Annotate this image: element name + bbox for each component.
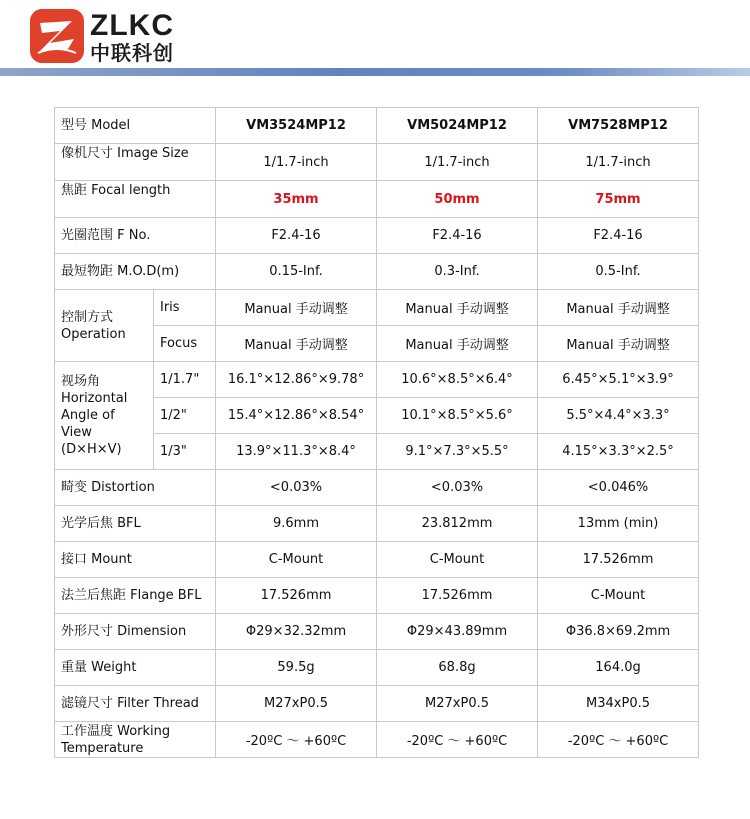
table-row-aov-1	[55, 362, 699, 398]
value-cell: 16.1°×12.86°×9.78°	[216, 362, 377, 398]
value-cell: C-Mount	[538, 578, 699, 614]
value-cell: 5.5°×4.4°×3.3°	[538, 398, 699, 434]
value-cell: 13.9°×11.3°×8.4°	[216, 434, 377, 470]
row-label: 接口 Mount	[55, 542, 216, 578]
model-cell: VM3524MP12	[216, 108, 377, 144]
model-cell: VM7528MP12	[538, 108, 699, 144]
table-row-focal-length	[55, 181, 699, 218]
value-cell: C-Mount	[377, 542, 538, 578]
row-label: 重量 Weight	[55, 650, 216, 686]
aov-label-en-3: View	[61, 425, 92, 440]
value-cell: F2.4-16	[377, 218, 538, 254]
value-cell: Φ29×43.89mm	[377, 614, 538, 650]
value-cell: 17.526mm	[216, 578, 377, 614]
table-row-flange-bfl	[55, 578, 699, 614]
operation-label	[55, 290, 154, 362]
focal-length-cell: 50mm	[377, 181, 538, 218]
row-label: 像机尺寸 Image Size	[55, 144, 216, 181]
lens-spec-table	[54, 107, 699, 758]
sub-label: Focus	[154, 326, 216, 362]
value-cell: Φ29×32.32mm	[216, 614, 377, 650]
value-cell: F2.4-16	[538, 218, 699, 254]
page-header	[0, 0, 750, 78]
table-row-mount	[55, 542, 699, 578]
value-cell: -20ºC ～ +60ºC	[538, 722, 699, 758]
value-cell: Manual 手动调整	[216, 290, 377, 326]
value-cell: 0.5-Inf.	[538, 254, 699, 290]
aov-label	[55, 362, 154, 470]
table-row-model	[55, 108, 699, 144]
brand-name: ZLKC	[90, 9, 174, 42]
table-row-image-size	[55, 144, 699, 181]
company-logo[interactable]	[30, 9, 190, 65]
value-cell: M27xP0.5	[216, 686, 377, 722]
value-cell: 13mm (min)	[538, 506, 699, 542]
row-label: 畸变 Distortion	[55, 470, 216, 506]
table-row-weight	[55, 650, 699, 686]
value-cell: 6.45°×5.1°×3.9°	[538, 362, 699, 398]
aov-label-en-4: (D×H×V)	[61, 442, 122, 457]
row-label: 法兰后焦距 Flange BFL	[55, 578, 216, 614]
aov-label-cn: 视场角	[61, 374, 101, 389]
value-cell: 4.15°×3.3°×2.5°	[538, 434, 699, 470]
sensor-label: 1/3"	[154, 434, 216, 470]
value-cell: -20ºC ～ +60ºC	[377, 722, 538, 758]
sensor-label: 1/2"	[154, 398, 216, 434]
zlkc-logo-icon	[30, 9, 84, 63]
value-cell: 17.526mm	[377, 578, 538, 614]
aov-label-en-1: Horizontal	[61, 391, 128, 406]
value-cell: C-Mount	[216, 542, 377, 578]
focal-length-cell: 35mm	[216, 181, 377, 218]
value-cell: 1/1.7-inch	[538, 144, 699, 181]
value-cell: 59.5g	[216, 650, 377, 686]
model-cell: VM5024MP12	[377, 108, 538, 144]
aov-label-en-2: Angle of	[61, 408, 115, 423]
value-cell: 15.4°×12.86°×8.54°	[216, 398, 377, 434]
working-temp-label-line2: Temperature	[61, 740, 144, 756]
operation-label-cn: 控制方式	[61, 309, 114, 325]
value-cell: <0.03%	[216, 470, 377, 506]
value-cell: F2.4-16	[216, 218, 377, 254]
value-cell: Manual 手动调整	[538, 326, 699, 362]
value-cell: Manual 手动调整	[377, 290, 538, 326]
row-label: 光学后焦 BFL	[55, 506, 216, 542]
sensor-label: 1/1.7"	[154, 362, 216, 398]
value-cell: 17.526mm	[538, 542, 699, 578]
table-row-filter-thread	[55, 686, 699, 722]
value-cell: 1/1.7-inch	[377, 144, 538, 181]
value-cell: 68.8g	[377, 650, 538, 686]
brand-chinese-name: 中联科创	[90, 41, 174, 65]
row-label: 外形尺寸 Dimension	[55, 614, 216, 650]
table-row-mod	[55, 254, 699, 290]
working-temp-label-line1: 工作温度 Working	[61, 723, 171, 739]
header-stripe	[0, 68, 750, 76]
value-cell: 23.812mm	[377, 506, 538, 542]
value-cell: Manual 手动调整	[377, 326, 538, 362]
table-row-working-temperature	[55, 722, 699, 758]
value-cell: 0.3-Inf.	[377, 254, 538, 290]
operation-label-en: Operation	[61, 326, 126, 342]
value-cell: 1/1.7-inch	[216, 144, 377, 181]
value-cell: 164.0g	[538, 650, 699, 686]
value-cell: 10.1°×8.5°×5.6°	[377, 398, 538, 434]
sub-label: Iris	[154, 290, 216, 326]
row-label: 滤镜尺寸 Filter Thread	[55, 686, 216, 722]
row-label: 最短物距 M.O.D(m)	[55, 254, 216, 290]
row-label: 光圈范围 F No.	[55, 218, 216, 254]
table-row-dimension	[55, 614, 699, 650]
value-cell: Φ36.8×69.2mm	[538, 614, 699, 650]
table-row-operation-iris	[55, 290, 699, 326]
row-label: 焦距 Focal length	[55, 181, 216, 218]
value-cell: Manual 手动调整	[216, 326, 377, 362]
focal-length-cell: 75mm	[538, 181, 699, 218]
value-cell: 0.15-Inf.	[216, 254, 377, 290]
value-cell: <0.046%	[538, 470, 699, 506]
value-cell: <0.03%	[377, 470, 538, 506]
row-label: 型号 Model	[55, 108, 216, 144]
value-cell: -20ºC ～ +60ºC	[216, 722, 377, 758]
working-temp-label	[55, 722, 216, 758]
value-cell: M34xP0.5	[538, 686, 699, 722]
table-row-distortion	[55, 470, 699, 506]
value-cell: 9.6mm	[216, 506, 377, 542]
table-row-bfl	[55, 506, 699, 542]
value-cell: 10.6°×8.5°×6.4°	[377, 362, 538, 398]
value-cell: 9.1°×7.3°×5.5°	[377, 434, 538, 470]
value-cell: M27xP0.5	[377, 686, 538, 722]
value-cell: Manual 手动调整	[538, 290, 699, 326]
table-row-f-no	[55, 218, 699, 254]
